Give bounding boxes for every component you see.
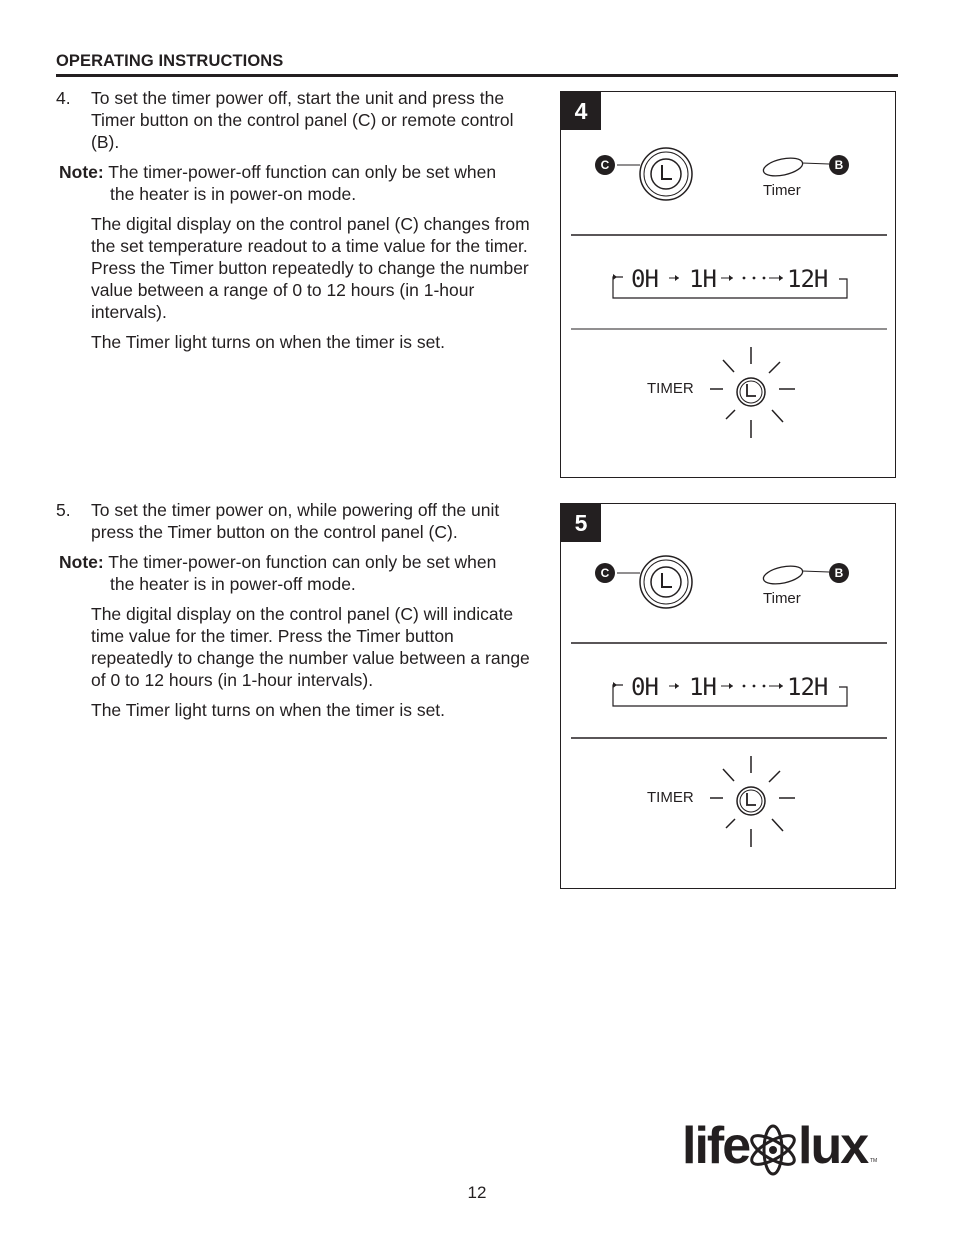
timer-light-label: TIMER (647, 380, 694, 397)
figure-4-artwork (561, 92, 897, 479)
timer-light-icon (737, 787, 765, 815)
step-4-paragraph: The Timer light turns on when the timer is set. (91, 332, 446, 352)
step-number: 5. (56, 500, 71, 520)
arrow-icon (675, 683, 679, 689)
display-value-1h: 1H (689, 265, 716, 293)
ellipsis-dot (763, 685, 766, 688)
step-4 (56, 87, 536, 153)
note-label: Note: (59, 162, 104, 182)
logo-text-life: life (682, 1117, 750, 1175)
callout-b: B (829, 155, 849, 175)
figure-4 (560, 91, 896, 478)
page-number: 12 (467, 1183, 487, 1202)
ellipsis-dot (763, 277, 766, 280)
clock-button-icon (640, 148, 692, 200)
display-value-1h: 1H (689, 673, 716, 701)
logo-text-lux: lux (798, 1117, 868, 1175)
arrow-icon (779, 275, 783, 281)
timer-light-icon (737, 378, 765, 406)
figure-number-badge: 4 (561, 92, 601, 130)
callout-c: C (595, 563, 615, 583)
ellipsis-dot (753, 685, 756, 688)
section-title: OPERATING INSTRUCTIONS (56, 52, 284, 70)
note-text: The timer-power-off function can only be set when (108, 162, 497, 182)
step-4-paragraph: The digital display on the control panel (C) changes from the set temperature readout to a time value for the timer. Press the Timer button repeatedly to change the number value between a range of 0 to 12 hours (in 1-hour intervals). (91, 214, 530, 322)
light-rays-icon (710, 347, 795, 438)
step-4-section (56, 87, 536, 353)
step-5-note (56, 551, 536, 595)
clock-button-icon (640, 556, 692, 608)
ellipsis-dot (743, 685, 746, 688)
arrow-icon (729, 683, 733, 689)
note-label: Note: (59, 552, 104, 572)
arrow-icon (675, 275, 679, 281)
step-text: To set the timer power on, while powering off the unit press the Timer button on the control panel (C). (91, 500, 500, 542)
step-5-paragraph: The digital display on the control panel (C) will indicate time value for the timer. Press the Timer button repeatedly to change the number value between a range of 0 to 12 hours (in 1-hour intervals). (91, 604, 530, 690)
figure-number-badge: 5 (561, 504, 601, 542)
display-value-0h: 0H (631, 265, 658, 293)
display-value-0h: 0H (631, 673, 658, 701)
step-number: 4. (56, 88, 71, 108)
arrow-icon (613, 274, 617, 280)
step-5 (56, 499, 536, 543)
step-5-section (56, 499, 536, 721)
display-value-12h: 12H (787, 265, 828, 293)
arrow-icon (779, 683, 783, 689)
page-header (56, 52, 898, 77)
callout-leader (802, 571, 829, 572)
step-5-paragraph: The Timer light turns on when the timer is set. (91, 700, 446, 720)
lifelux-logo (682, 1116, 882, 1182)
callout-b: B (829, 563, 849, 583)
figure-5-artwork (561, 504, 897, 890)
ellipsis-dot (743, 277, 746, 280)
display-value-12h: 12H (787, 673, 828, 701)
ellipsis-dot (753, 277, 756, 280)
figure-5 (560, 503, 896, 889)
remote-timer-label: Timer (763, 182, 801, 199)
trademark-mark: TM (870, 1158, 878, 1164)
remote-timer-button-icon (762, 155, 804, 179)
light-rays-icon (710, 756, 795, 847)
remote-timer-button-icon (762, 563, 804, 587)
note-text-continued: the heater is in power-on mode. (110, 184, 357, 204)
timer-light-label: TIMER (647, 789, 694, 806)
arrow-icon (613, 682, 617, 688)
callout-c: C (595, 155, 615, 175)
note-text: The timer-power-on function can only be set when (108, 552, 497, 572)
step-4-note (56, 161, 536, 205)
step-text: To set the timer power off, start the unit and press the Timer button on the control panel (C) or remote control (B). (91, 88, 514, 152)
atom-logo-icon (746, 1120, 800, 1178)
remote-timer-label: Timer (763, 590, 801, 607)
callout-leader (802, 163, 829, 164)
note-text-continued: the heater is in power-off mode. (110, 574, 356, 594)
arrow-icon (729, 275, 733, 281)
